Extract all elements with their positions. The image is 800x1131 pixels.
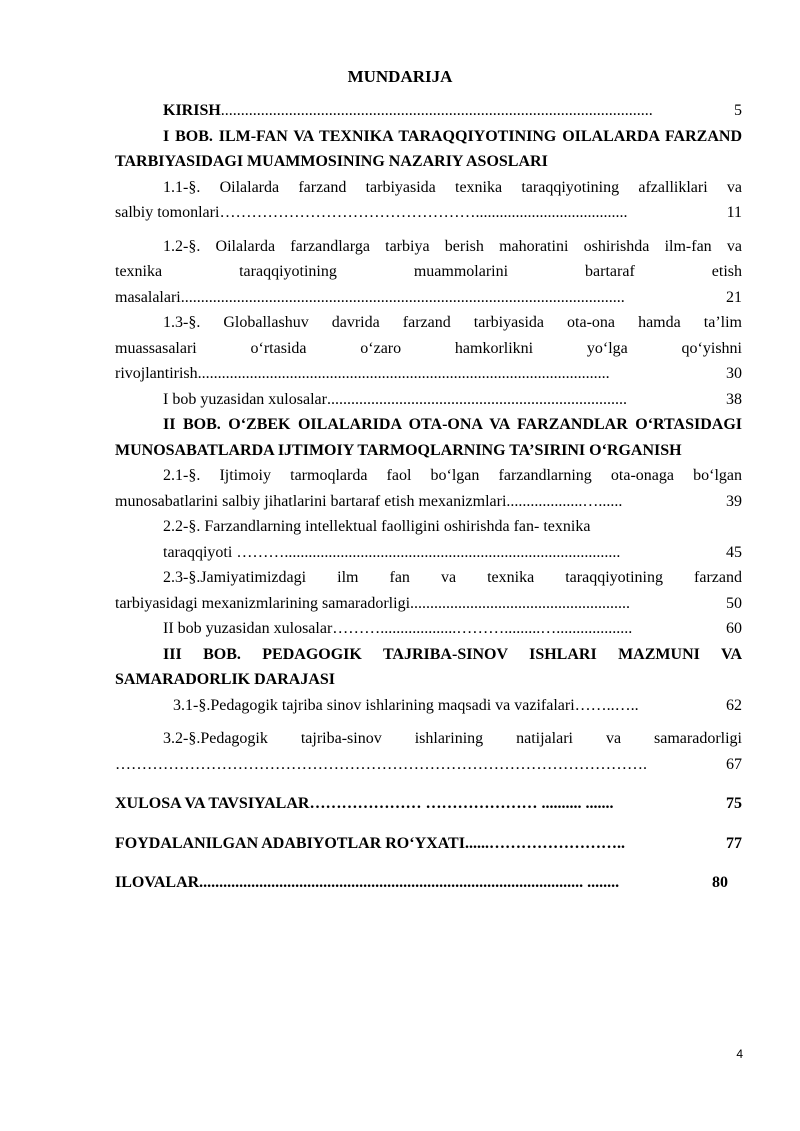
toc-page-number: 30 [726,365,742,382]
toc-page-number: 62 [726,696,742,714]
toc-leader-dots: ....................................................... [410,594,631,612]
toc-leader-dots: ......…………………….. [464,834,625,852]
toc-leader-dots: ................................................................................................ ........ [199,874,620,891]
toc-entry-1-2[interactable] [115,234,742,311]
toc-entry-xulosa-tavsiyalar[interactable] [115,791,742,817]
table-of-contents [115,98,742,896]
toc-page-number: 77 [726,834,742,852]
toc-page-number: 39 [726,492,742,510]
toc-entry-last-line [115,752,742,778]
toc-chapter-2[interactable] [115,412,742,463]
toc-entry-last-line [115,200,742,226]
toc-page-number: 11 [726,204,742,221]
toc-entry-text: 3.1-§.Pedagogik tajriba sinov ishlarining maqsadi va vazifalari [173,696,575,714]
toc-leader-dots: ............................................................................................................ [220,102,653,119]
toc-entry-text: KIRISH [163,102,221,119]
toc-entry-line: 1.2-§. Oilalarda farzandlarga tarbiya berish mahoratini oshirishda ilm-fan va [163,237,742,255]
toc-leader-dots: ………………………………………………………………………………………. [115,755,647,773]
toc-leader-dots: ………………… ………………… .......... ....... [309,795,614,812]
toc-entry-last-line [115,591,742,617]
page-title: MUNDARIJA [347,67,453,86]
toc-chapter-title: III BOB. PEDAGOGIK TAJRIBA-SINOV ISHLARI MAZMUNI VA SAMARADORLIK DARAJASI [115,645,742,688]
toc-entry-text: II bob yuzasidan xulosalar [163,620,333,637]
toc-entry-text: taraqqiyoti [163,543,233,561]
toc-entry-2-2[interactable] [115,514,742,565]
toc-entry-line: 1.3-§. Globallashuv davrida farzand tarbiyasida ota-ona hamda ta’lim [163,314,742,331]
toc-entry-xulosa-2[interactable] [115,616,742,642]
toc-entry-line: muassasalari o‘rtasida o‘zaro hamkorlikni yo‘lga qo‘yishni [115,339,742,357]
toc-entry-2-3[interactable] [115,565,742,616]
toc-entry-ilovalar[interactable] [115,870,742,896]
toc-entry-text: tarbiyasidagi mexanizmlarining samaradorligi [115,594,411,612]
toc-chapter-title: I BOB. ILM-FAN VA TEXNIKA TARAQQIYOTINING OILALARDA FARZAND TARBIYASIDAGI MUAMMOSINING NAZARIY ASOSLARI [115,127,742,170]
toc-entry-xulosa-1[interactable] [115,387,742,413]
toc-entry-text: ILOVALAR [115,874,200,891]
toc-entry-3-2[interactable] [115,726,742,777]
toc-entry-text: FOYDALANILGAN ADABIYOTLAR RO‘YXATI [115,834,465,852]
toc-entry-text: rivojlantirish [115,365,198,382]
toc-entry-adabiyotlar[interactable] [115,831,742,857]
toc-chapter-3[interactable] [115,642,742,693]
toc-page-number: 60 [726,620,742,637]
toc-page-number: 5 [734,102,742,119]
toc-page-number: 21 [726,288,742,306]
toc-leader-dots: …………………………………………...................................... [219,204,628,221]
toc-entry-2-1[interactable] [115,463,742,514]
footer-page-number: 4 [736,1047,743,1061]
toc-leader-dots: ………...................……….........…................... [332,620,633,637]
toc-page-number: 45 [726,543,742,561]
toc-entry-line: 2.2-§. Farzandlarning intellektual faolligini oshirishda fan- texnika [163,518,591,535]
toc-leader-dots: ....................................................................................................... [197,365,610,382]
toc-entry-last-line [115,361,742,387]
toc-entry-line: 3.2-§.Pedagogik tajriba-sinov ishlarining natijalari va samaradorligi [163,730,742,747]
toc-page-number: 80 [712,874,728,891]
toc-entry-last-line [115,540,742,566]
toc-chapter-1[interactable] [115,124,742,175]
toc-leader-dots: ...................…...... [506,492,623,510]
toc-page-number: 75 [726,795,742,812]
toc-entry-kirish[interactable] [115,98,742,124]
toc-entry-3-1[interactable] [115,693,742,719]
toc-entry-text: XULOSA VA TAVSIYALAR [115,795,310,812]
toc-entry-text: I bob yuzasidan xulosalar [163,390,327,408]
toc-leader-dots: ……..….. [574,696,639,714]
toc-entry-1-3[interactable] [115,310,742,387]
toc-entry-last-line [115,489,742,515]
toc-entry-1-1[interactable] [115,175,742,226]
toc-entry-line: 2.3-§.Jamiyatimizdagi ilm fan va texnika taraqqiyotining farzand [163,569,742,586]
toc-entry-text: munosabatlarini salbiy jihatlarini bartaraf etish mexanizmlari [115,492,507,510]
toc-leader-dots: ……….................................................................................... [236,543,621,561]
toc-entry-line: 2.1-§. Ijtimoiy tarmoqlarda faol bo‘lgan farzandlarning ota-onaga bo‘lgan [163,467,742,484]
toc-page-number: 50 [726,594,742,612]
toc-entry-line: 1.1-§. Oilalarda farzand tarbiyasida texnika taraqqiyotining afzalliklari va [163,178,742,196]
toc-leader-dots: ........................................................................... [326,390,627,408]
toc-chapter-title: II BOB. O‘ZBEK OILALARIDA OTA-ONA VA FARZANDLAR O‘RTASIDAGI MUNOSABATLARDA IJTIMOIY TARMOQLARNING TA’SIRINI O‘RGANISH [115,416,742,459]
toc-entry-last-line [115,285,742,311]
toc-entry-line: texnika taraqqiyotining muammolarini bartaraf etish [115,263,742,280]
toc-entry-text: salbiy tomonlari [115,204,220,221]
toc-page-number: 67 [726,755,742,773]
toc-leader-dots: ............................................................................................................... [180,288,625,306]
toc-page-number: 38 [726,390,742,408]
toc-entry-text: masalalari [115,288,181,306]
